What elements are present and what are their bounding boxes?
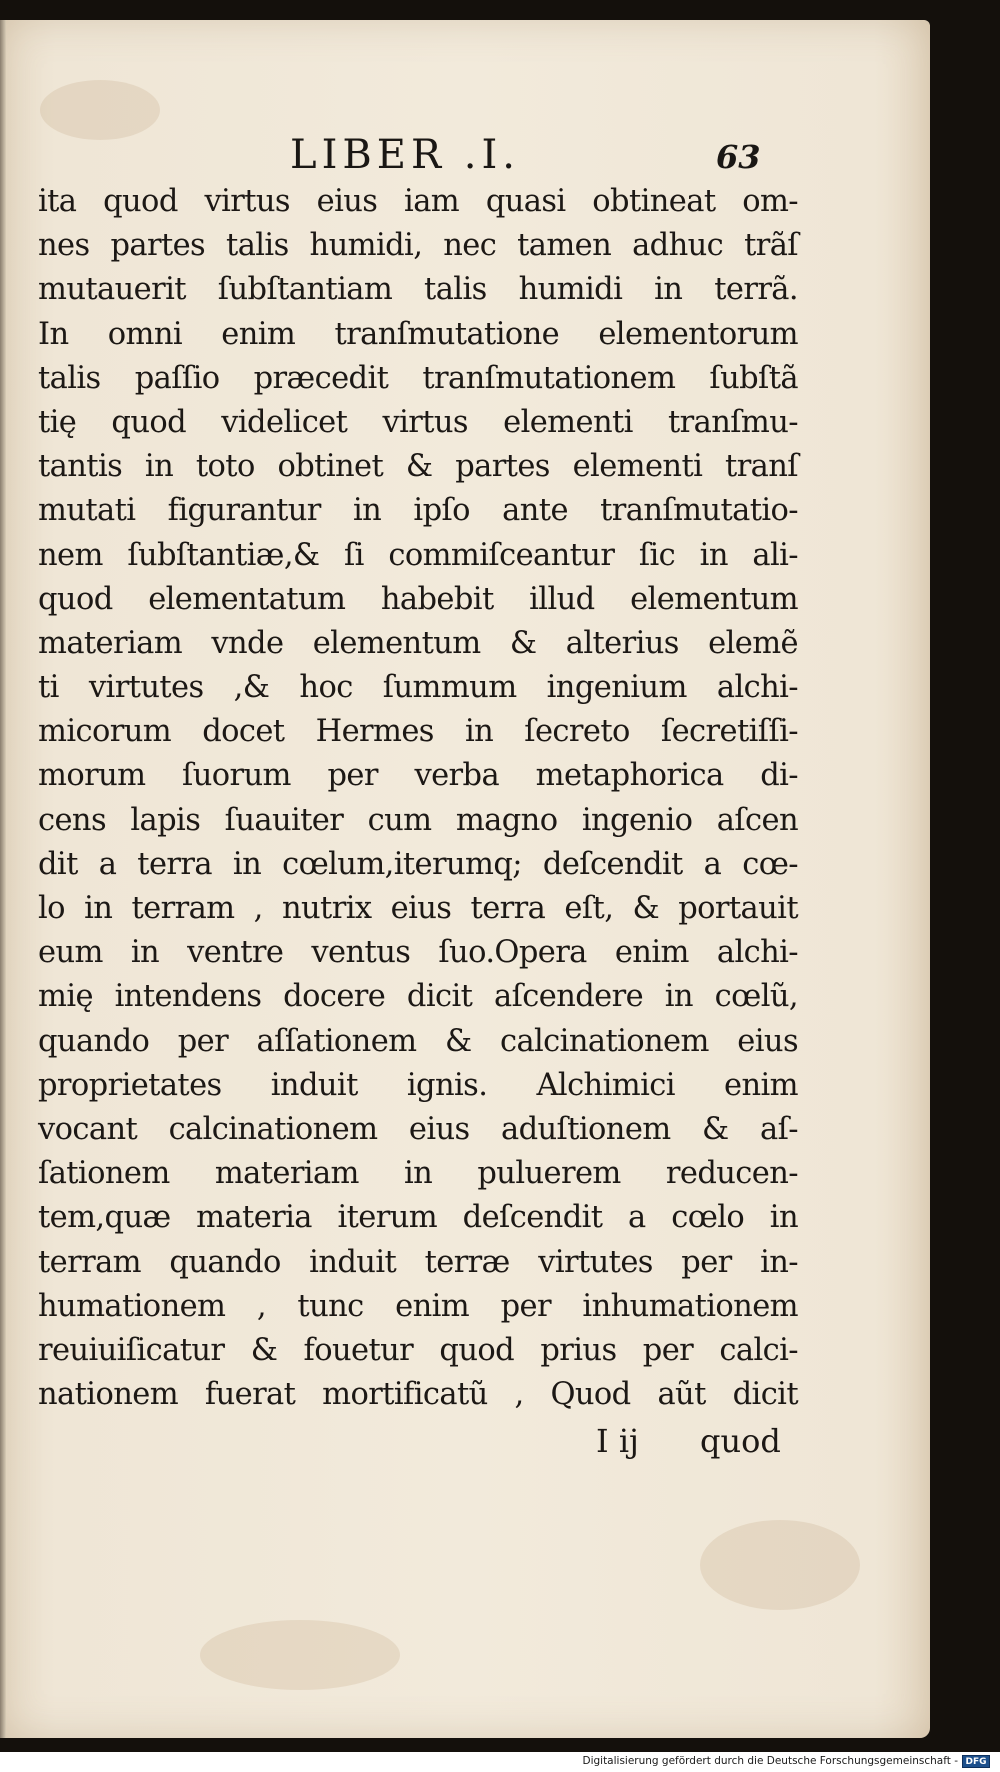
text-line: quod elementatum habebit illud elementum [38, 581, 798, 617]
credit-bar [0, 1752, 1000, 1772]
page-gutter-edge [0, 20, 6, 1738]
text-line: nem ſubſtantiæ,& ſi commiſceantur ſic in ali- [38, 537, 798, 573]
body-text [38, 180, 798, 1417]
text-line: ti virtutes ,& hoc ſummum ingenium alchi- [38, 670, 798, 706]
text-line: nationem fuerat mortificatũ , Quod aũt dicit [38, 1377, 798, 1413]
text-line: nes partes talis humidi, nec tamen adhuc trãſ [38, 228, 798, 264]
text-line: mutauerit ſubſtantiam talis humidi in terrã. [38, 272, 798, 308]
text-line: cens lapis ſuauiter cum magno ingenio aſcen [38, 802, 798, 838]
text-line: morum ſuorum per verba metaphorica di- [38, 758, 798, 794]
text-line: mutati figurantur in ipſo ante tranſmutatio- [38, 493, 798, 529]
text-line: micorum docet Hermes in ſecreto ſecretiſſi- [38, 714, 798, 750]
text-line: quando per aſſationem & calcinationem eius [38, 1023, 798, 1059]
text-line: In omni enim tranſmutatione elementorum [38, 316, 798, 352]
text-line: ſationem materiam in puluerem reducen- [38, 1156, 798, 1192]
running-head: LIBER .I. [290, 132, 521, 178]
text-line: materiam vnde elementum & alterius elemẽ [38, 625, 798, 661]
dfg-logo-icon: DFG [962, 1755, 990, 1768]
page-header [0, 132, 930, 182]
text-line: tię quod videlicet virtus elementi tranſmu- [38, 404, 798, 440]
text-line: talis paſſio præcedit tranſmutationem ſubſtã [38, 360, 798, 396]
signature-mark: I ij [596, 1422, 639, 1460]
catchword: quod [700, 1422, 781, 1460]
text-line: ita quod virtus eius iam quasi obtineat om- [38, 184, 798, 219]
text-line: lo in terram , nutrix eius terra eſt, & portauit [38, 891, 798, 926]
paper-stain [200, 1620, 400, 1690]
text-line: humationem , tunc enim per inhumationem [38, 1288, 798, 1324]
page-footer [0, 1422, 930, 1472]
text-line: dit a terra in cœlum,iterumq; deſcendit a cœ- [38, 846, 798, 882]
folio-number: 63 [716, 138, 761, 176]
funding-credit: Digitalisierung gefördert durch die Deutsche Forschungsgemeinschaft - [582, 1755, 958, 1767]
text-line: vocant calcinationem eius aduſtionem & aſ- [38, 1111, 798, 1147]
text-line: reuiuiſicatur & fouetur quod prius per calci- [38, 1332, 798, 1368]
text-line: mię intendens docere dicit aſcendere in cœlũ, [38, 979, 798, 1015]
paper-stain [40, 80, 160, 140]
text-line: proprietates induit ignis. Alchimici enim [38, 1067, 798, 1103]
text-line: tem,quæ materia iterum deſcendit a cœlo in [38, 1200, 798, 1236]
text-line: terram quando induit terræ virtutes per in- [38, 1244, 798, 1280]
text-line: tantis in toto obtinet & partes elementi tranſ [38, 449, 798, 485]
paper-stain [700, 1520, 860, 1610]
text-line: eum in ventre ventus ſuo.Opera enim alchi- [38, 935, 798, 971]
